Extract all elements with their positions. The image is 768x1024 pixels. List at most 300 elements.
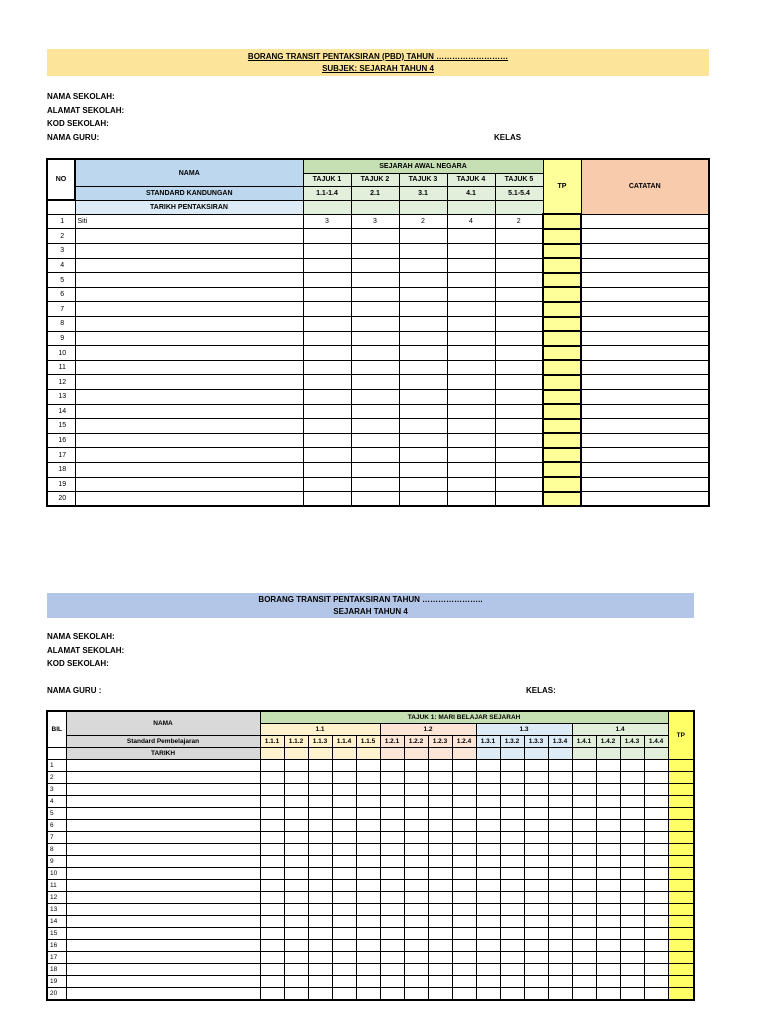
sp-score-cell[interactable] [356, 976, 380, 988]
sp-score-cell[interactable] [428, 784, 452, 796]
tp-cell[interactable] [543, 375, 581, 390]
sp-score-cell[interactable] [572, 964, 596, 976]
sp-score-cell[interactable] [620, 952, 644, 964]
tajuk-5-score-cell[interactable] [495, 404, 543, 419]
tajuk-1-score-cell[interactable] [303, 229, 351, 244]
sp-score-cell[interactable] [356, 796, 380, 808]
tp-cell[interactable] [668, 820, 694, 832]
tajuk-2-score-cell[interactable] [351, 477, 399, 492]
sp-score-cell[interactable] [620, 844, 644, 856]
sp-score-cell[interactable] [644, 904, 668, 916]
tp-cell[interactable] [668, 940, 694, 952]
tajuk-3-score-cell[interactable] [399, 375, 447, 390]
tajuk-3-score-cell[interactable] [399, 477, 447, 492]
sp-score-cell[interactable] [380, 928, 404, 940]
sp-score-cell[interactable] [524, 772, 548, 784]
sp-score-cell[interactable] [644, 856, 668, 868]
sp-score-cell[interactable] [380, 784, 404, 796]
sp-score-cell[interactable] [356, 844, 380, 856]
sp-score-cell[interactable] [572, 868, 596, 880]
sp-score-cell[interactable] [500, 976, 524, 988]
sp-score-cell[interactable] [284, 844, 308, 856]
tarikh-1-2-3-cell[interactable] [428, 748, 452, 760]
sp-score-cell[interactable] [500, 844, 524, 856]
sp-score-cell[interactable] [404, 808, 428, 820]
sp-score-cell[interactable] [452, 856, 476, 868]
sp-score-cell[interactable] [356, 928, 380, 940]
tajuk-4-score-cell[interactable] [447, 375, 495, 390]
tarikh-1-4-3-cell[interactable] [620, 748, 644, 760]
student-name-cell[interactable] [66, 964, 260, 976]
sp-score-cell[interactable] [548, 808, 572, 820]
student-name-cell[interactable] [75, 375, 303, 390]
sp-score-cell[interactable] [332, 964, 356, 976]
tarikh-1-2-1-cell[interactable] [380, 748, 404, 760]
tajuk-2-score-cell[interactable] [351, 331, 399, 346]
student-name-cell[interactable] [75, 331, 303, 346]
sp-score-cell[interactable] [260, 820, 284, 832]
tajuk-1-score-cell[interactable] [303, 258, 351, 273]
tarikh-cell-1[interactable] [303, 200, 351, 214]
sp-score-cell[interactable] [380, 796, 404, 808]
catatan-cell[interactable] [581, 492, 709, 507]
catatan-cell[interactable] [581, 448, 709, 463]
tajuk-3-score-cell[interactable] [399, 244, 447, 259]
tajuk-1-score-cell[interactable] [303, 492, 351, 507]
sp-score-cell[interactable] [428, 928, 452, 940]
sp-score-cell[interactable] [284, 760, 308, 772]
tajuk-2-score-cell[interactable] [351, 404, 399, 419]
sp-score-cell[interactable] [332, 808, 356, 820]
tajuk-2-score-cell[interactable] [351, 360, 399, 375]
sp-score-cell[interactable] [596, 856, 620, 868]
tajuk-4-score-cell[interactable] [447, 258, 495, 273]
tajuk-2-score-cell[interactable] [351, 419, 399, 434]
sp-score-cell[interactable] [644, 820, 668, 832]
sp-score-cell[interactable] [260, 976, 284, 988]
student-name-cell[interactable] [66, 808, 260, 820]
tp-cell[interactable] [543, 448, 581, 463]
sp-score-cell[interactable] [476, 928, 500, 940]
sp-score-cell[interactable] [476, 844, 500, 856]
sp-score-cell[interactable] [452, 868, 476, 880]
sp-score-cell[interactable] [644, 844, 668, 856]
student-name-cell[interactable] [66, 856, 260, 868]
tajuk-3-score-cell[interactable] [399, 492, 447, 507]
sp-score-cell[interactable] [572, 880, 596, 892]
tajuk-3-score-cell[interactable] [399, 433, 447, 448]
catatan-cell[interactable] [581, 375, 709, 390]
sp-score-cell[interactable] [332, 952, 356, 964]
tarikh-1-4-4-cell[interactable] [644, 748, 668, 760]
sp-score-cell[interactable] [596, 808, 620, 820]
tajuk-4-score-cell[interactable] [447, 390, 495, 405]
sp-score-cell[interactable] [452, 928, 476, 940]
sp-score-cell[interactable] [332, 940, 356, 952]
sp-score-cell[interactable] [404, 952, 428, 964]
sp-score-cell[interactable] [452, 772, 476, 784]
tajuk-5-score-cell[interactable] [495, 258, 543, 273]
tajuk-4-score-cell[interactable] [447, 433, 495, 448]
tajuk-5-score-cell[interactable] [495, 244, 543, 259]
sp-score-cell[interactable] [524, 796, 548, 808]
sp-score-cell[interactable] [380, 940, 404, 952]
sp-score-cell[interactable] [620, 868, 644, 880]
sp-score-cell[interactable] [452, 760, 476, 772]
sp-score-cell[interactable] [476, 952, 500, 964]
tp-cell[interactable] [543, 419, 581, 434]
student-name-cell[interactable] [75, 477, 303, 492]
tajuk-3-score-cell[interactable] [399, 360, 447, 375]
sp-score-cell[interactable] [644, 964, 668, 976]
sp-score-cell[interactable] [452, 796, 476, 808]
sp-score-cell[interactable] [332, 868, 356, 880]
tp-cell[interactable] [668, 916, 694, 928]
tajuk-2-score-cell[interactable]: 3 [351, 214, 399, 229]
tarikh-1-3-1-cell[interactable] [476, 748, 500, 760]
sp-score-cell[interactable] [404, 772, 428, 784]
sp-score-cell[interactable] [572, 856, 596, 868]
tp-cell[interactable] [543, 360, 581, 375]
sp-score-cell[interactable] [644, 880, 668, 892]
sp-score-cell[interactable] [284, 772, 308, 784]
student-name-cell[interactable] [75, 462, 303, 477]
sp-score-cell[interactable] [476, 892, 500, 904]
sp-score-cell[interactable] [260, 964, 284, 976]
sp-score-cell[interactable] [572, 832, 596, 844]
sp-score-cell[interactable] [356, 832, 380, 844]
tp-cell[interactable] [543, 229, 581, 244]
sp-score-cell[interactable] [548, 940, 572, 952]
catatan-cell[interactable] [581, 273, 709, 288]
sp-score-cell[interactable] [308, 760, 332, 772]
student-name-cell[interactable] [66, 820, 260, 832]
sp-score-cell[interactable] [260, 952, 284, 964]
tp-cell[interactable] [543, 462, 581, 477]
sp-score-cell[interactable] [428, 904, 452, 916]
student-name-cell[interactable] [75, 448, 303, 463]
tarikh-1-2-2-cell[interactable] [404, 748, 428, 760]
sp-score-cell[interactable] [620, 976, 644, 988]
tp-cell[interactable] [543, 258, 581, 273]
sp-score-cell[interactable] [620, 892, 644, 904]
sp-score-cell[interactable] [284, 892, 308, 904]
sp-score-cell[interactable] [572, 904, 596, 916]
sp-score-cell[interactable] [524, 760, 548, 772]
sp-score-cell[interactable] [380, 964, 404, 976]
sp-score-cell[interactable] [524, 916, 548, 928]
sp-score-cell[interactable] [332, 760, 356, 772]
tajuk-4-score-cell[interactable] [447, 331, 495, 346]
sp-score-cell[interactable] [548, 952, 572, 964]
tajuk-1-score-cell[interactable] [303, 360, 351, 375]
sp-score-cell[interactable] [332, 880, 356, 892]
sp-score-cell[interactable] [620, 904, 644, 916]
sp-score-cell[interactable] [524, 928, 548, 940]
tajuk-5-score-cell[interactable] [495, 302, 543, 317]
sp-score-cell[interactable] [596, 928, 620, 940]
sp-score-cell[interactable] [500, 832, 524, 844]
sp-score-cell[interactable] [500, 928, 524, 940]
sp-score-cell[interactable] [476, 808, 500, 820]
sp-score-cell[interactable] [644, 916, 668, 928]
sp-score-cell[interactable] [572, 844, 596, 856]
tajuk-5-score-cell[interactable] [495, 346, 543, 361]
sp-score-cell[interactable] [452, 880, 476, 892]
tp-cell[interactable] [668, 832, 694, 844]
sp-score-cell[interactable] [308, 844, 332, 856]
sp-score-cell[interactable] [620, 832, 644, 844]
sp-score-cell[interactable] [500, 964, 524, 976]
sp-score-cell[interactable] [572, 952, 596, 964]
sp-score-cell[interactable] [428, 940, 452, 952]
tp-cell[interactable] [668, 988, 694, 1001]
sp-score-cell[interactable] [644, 760, 668, 772]
sp-score-cell[interactable] [428, 988, 452, 1001]
tarikh-1-1-2-cell[interactable] [284, 748, 308, 760]
tajuk-2-score-cell[interactable] [351, 273, 399, 288]
tajuk-3-score-cell[interactable] [399, 462, 447, 477]
sp-score-cell[interactable] [572, 976, 596, 988]
sp-score-cell[interactable] [572, 892, 596, 904]
sp-score-cell[interactable] [284, 820, 308, 832]
sp-score-cell[interactable] [332, 856, 356, 868]
sp-score-cell[interactable] [332, 772, 356, 784]
sp-score-cell[interactable] [404, 760, 428, 772]
sp-score-cell[interactable] [260, 856, 284, 868]
sp-score-cell[interactable] [596, 976, 620, 988]
tarikh-cell-2[interactable] [351, 200, 399, 214]
sp-score-cell[interactable] [260, 928, 284, 940]
sp-score-cell[interactable] [620, 988, 644, 1001]
sp-score-cell[interactable] [404, 988, 428, 1001]
catatan-cell[interactable] [581, 477, 709, 492]
tp-cell[interactable] [543, 302, 581, 317]
sp-score-cell[interactable] [596, 820, 620, 832]
tp-cell[interactable] [668, 868, 694, 880]
catatan-cell[interactable] [581, 360, 709, 375]
tp-cell[interactable] [543, 273, 581, 288]
sp-score-cell[interactable] [452, 964, 476, 976]
sp-score-cell[interactable] [332, 832, 356, 844]
sp-score-cell[interactable] [548, 844, 572, 856]
tajuk-2-score-cell[interactable] [351, 302, 399, 317]
sp-score-cell[interactable] [332, 928, 356, 940]
student-name-cell[interactable] [66, 880, 260, 892]
sp-score-cell[interactable] [644, 772, 668, 784]
student-name-cell[interactable] [75, 433, 303, 448]
tajuk-5-score-cell[interactable] [495, 492, 543, 507]
tajuk-4-score-cell[interactable] [447, 346, 495, 361]
sp-score-cell[interactable] [476, 856, 500, 868]
sp-score-cell[interactable] [308, 952, 332, 964]
sp-score-cell[interactable] [260, 796, 284, 808]
sp-score-cell[interactable] [308, 916, 332, 928]
sp-score-cell[interactable] [524, 892, 548, 904]
sp-score-cell[interactable] [284, 916, 308, 928]
sp-score-cell[interactable] [524, 988, 548, 1001]
sp-score-cell[interactable] [356, 820, 380, 832]
tajuk-4-score-cell[interactable] [447, 317, 495, 332]
sp-score-cell[interactable] [284, 940, 308, 952]
tajuk-5-score-cell[interactable] [495, 331, 543, 346]
student-name-cell[interactable] [66, 892, 260, 904]
sp-score-cell[interactable] [284, 808, 308, 820]
sp-score-cell[interactable] [404, 784, 428, 796]
sp-score-cell[interactable] [308, 928, 332, 940]
sp-score-cell[interactable] [596, 988, 620, 1001]
sp-score-cell[interactable] [308, 784, 332, 796]
sp-score-cell[interactable] [380, 808, 404, 820]
tajuk-5-score-cell[interactable] [495, 390, 543, 405]
sp-score-cell[interactable] [380, 844, 404, 856]
sp-score-cell[interactable] [428, 976, 452, 988]
tajuk-1-score-cell[interactable] [303, 346, 351, 361]
sp-score-cell[interactable] [596, 844, 620, 856]
catatan-cell[interactable] [581, 258, 709, 273]
tajuk-1-score-cell[interactable] [303, 477, 351, 492]
sp-score-cell[interactable] [284, 976, 308, 988]
sp-score-cell[interactable] [284, 952, 308, 964]
tp-cell[interactable] [543, 244, 581, 259]
tajuk-2-score-cell[interactable] [351, 287, 399, 302]
sp-score-cell[interactable] [428, 844, 452, 856]
sp-score-cell[interactable] [596, 952, 620, 964]
tajuk-5-score-cell[interactable] [495, 273, 543, 288]
sp-score-cell[interactable] [644, 784, 668, 796]
catatan-cell[interactable] [581, 404, 709, 419]
sp-score-cell[interactable] [524, 940, 548, 952]
sp-score-cell[interactable] [644, 808, 668, 820]
student-name-cell[interactable] [66, 988, 260, 1001]
sp-score-cell[interactable] [428, 880, 452, 892]
sp-score-cell[interactable] [548, 976, 572, 988]
sp-score-cell[interactable] [548, 928, 572, 940]
sp-score-cell[interactable] [524, 868, 548, 880]
tajuk-1-score-cell[interactable] [303, 419, 351, 434]
sp-score-cell[interactable] [476, 760, 500, 772]
sp-score-cell[interactable] [260, 988, 284, 1001]
sp-score-cell[interactable] [308, 868, 332, 880]
tp-cell[interactable] [543, 317, 581, 332]
sp-score-cell[interactable] [548, 916, 572, 928]
tp-cell[interactable] [543, 433, 581, 448]
tajuk-5-score-cell[interactable] [495, 360, 543, 375]
sp-score-cell[interactable] [572, 796, 596, 808]
sp-score-cell[interactable] [452, 904, 476, 916]
tajuk-3-score-cell[interactable] [399, 448, 447, 463]
sp-score-cell[interactable] [644, 868, 668, 880]
tajuk-4-score-cell[interactable] [447, 492, 495, 507]
tajuk-3-score-cell[interactable] [399, 273, 447, 288]
tajuk-2-score-cell[interactable] [351, 229, 399, 244]
student-name-cell[interactable] [66, 916, 260, 928]
sp-score-cell[interactable] [332, 988, 356, 1001]
sp-score-cell[interactable] [524, 952, 548, 964]
tajuk-3-score-cell[interactable] [399, 346, 447, 361]
tajuk-5-score-cell[interactable] [495, 462, 543, 477]
sp-score-cell[interactable] [548, 880, 572, 892]
sp-score-cell[interactable] [428, 868, 452, 880]
tarikh-1-3-3-cell[interactable] [524, 748, 548, 760]
catatan-cell[interactable] [581, 244, 709, 259]
tp-cell[interactable] [668, 964, 694, 976]
tajuk-1-score-cell[interactable] [303, 317, 351, 332]
sp-score-cell[interactable] [428, 916, 452, 928]
catatan-cell[interactable] [581, 229, 709, 244]
sp-score-cell[interactable] [284, 868, 308, 880]
sp-score-cell[interactable] [596, 904, 620, 916]
sp-score-cell[interactable] [308, 856, 332, 868]
sp-score-cell[interactable] [428, 760, 452, 772]
sp-score-cell[interactable] [620, 928, 644, 940]
sp-score-cell[interactable] [356, 952, 380, 964]
student-name-cell[interactable] [75, 419, 303, 434]
sp-score-cell[interactable] [356, 808, 380, 820]
tarikh-1-3-2-cell[interactable] [500, 748, 524, 760]
sp-score-cell[interactable] [476, 988, 500, 1001]
sp-score-cell[interactable] [308, 988, 332, 1001]
tarikh-1-1-1-cell[interactable] [260, 748, 284, 760]
tajuk-2-score-cell[interactable] [351, 244, 399, 259]
catatan-cell[interactable] [581, 433, 709, 448]
sp-score-cell[interactable] [404, 904, 428, 916]
sp-score-cell[interactable] [284, 832, 308, 844]
sp-score-cell[interactable] [500, 952, 524, 964]
tajuk-1-score-cell[interactable] [303, 244, 351, 259]
sp-score-cell[interactable] [284, 856, 308, 868]
sp-score-cell[interactable] [284, 904, 308, 916]
tajuk-4-score-cell[interactable] [447, 273, 495, 288]
tajuk-3-score-cell[interactable] [399, 390, 447, 405]
tp-cell[interactable] [668, 856, 694, 868]
sp-score-cell[interactable] [452, 976, 476, 988]
sp-score-cell[interactable] [476, 916, 500, 928]
sp-score-cell[interactable] [356, 904, 380, 916]
tp-cell[interactable] [668, 892, 694, 904]
sp-score-cell[interactable] [428, 808, 452, 820]
tp-cell[interactable] [668, 760, 694, 772]
sp-score-cell[interactable] [260, 940, 284, 952]
sp-score-cell[interactable] [524, 856, 548, 868]
tajuk-4-score-cell[interactable] [447, 477, 495, 492]
sp-score-cell[interactable] [380, 976, 404, 988]
tp-cell[interactable] [668, 808, 694, 820]
sp-score-cell[interactable] [620, 856, 644, 868]
sp-score-cell[interactable] [548, 856, 572, 868]
sp-score-cell[interactable] [356, 772, 380, 784]
sp-score-cell[interactable] [428, 832, 452, 844]
student-name-cell[interactable] [66, 784, 260, 796]
sp-score-cell[interactable] [380, 880, 404, 892]
sp-score-cell[interactable] [548, 892, 572, 904]
tp-cell[interactable] [543, 331, 581, 346]
student-name-cell[interactable] [66, 760, 260, 772]
tp-cell[interactable] [668, 784, 694, 796]
sp-score-cell[interactable] [308, 892, 332, 904]
catatan-cell[interactable] [581, 214, 709, 229]
sp-score-cell[interactable] [548, 820, 572, 832]
tp-cell[interactable] [668, 844, 694, 856]
sp-score-cell[interactable] [500, 760, 524, 772]
sp-score-cell[interactable] [380, 772, 404, 784]
sp-score-cell[interactable] [596, 868, 620, 880]
sp-score-cell[interactable] [332, 820, 356, 832]
tarikh-1-3-4-cell[interactable] [548, 748, 572, 760]
sp-score-cell[interactable] [260, 772, 284, 784]
tajuk-4-score-cell[interactable] [447, 287, 495, 302]
student-name-cell[interactable] [66, 904, 260, 916]
